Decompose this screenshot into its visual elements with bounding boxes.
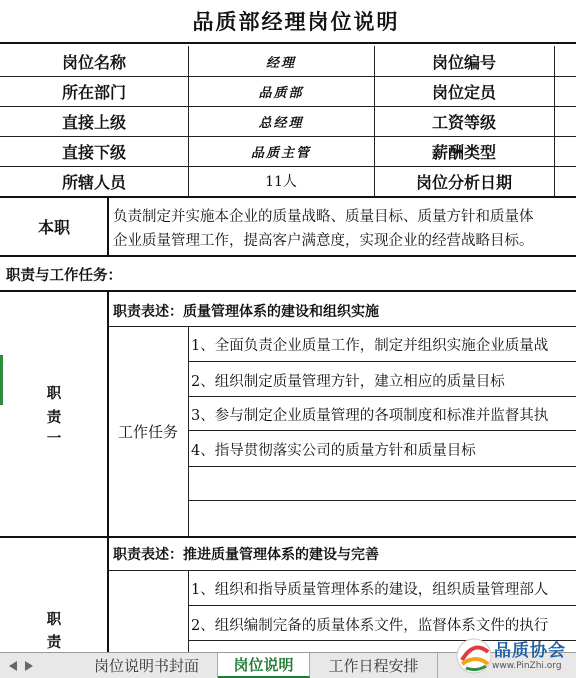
info-label[interactable]: 直接下级 [61, 142, 126, 162]
section-title: 职责与工作任务： [6, 266, 122, 284]
info-label[interactable]: 薪酬类型 [431, 142, 496, 162]
resp-label-char: 责 [46, 633, 62, 651]
scroll-left-icon[interactable] [6, 659, 20, 673]
resp-statement[interactable]: 职责表述：推进质量管理体系的建设与完善 [113, 547, 379, 563]
tab-job-description[interactable]: 岗位说明 [218, 653, 310, 678]
info-label[interactable]: 所在部门 [61, 82, 126, 102]
task-item[interactable]: 1、全面负责企业质量工作，制定并组织实施企业质量战 [191, 337, 549, 354]
tab-cover[interactable]: 岗位说明书封面 [76, 653, 218, 678]
resp-label-char: 职 [46, 610, 62, 628]
info-value[interactable]: 经理 [265, 55, 296, 71]
resp-label-char: 一 [46, 429, 62, 447]
resp-label-char: 责 [46, 408, 62, 426]
task-item[interactable]: 1、组织和指导质量管理体系的建设，组织质量管理部人 [191, 581, 549, 598]
resp-label-char: 职 [46, 384, 62, 402]
duty-text-line[interactable]: 企业质量管理工作，提高客户满意度，实现企业的经营战略目标。 [113, 232, 534, 249]
info-value[interactable]: 11人 [265, 174, 297, 190]
info-value[interactable]: 品质主管 [250, 145, 311, 161]
task-item[interactable]: 2、组织制定质量管理方针，建立相应的质量目标 [191, 373, 505, 390]
watermark-url: www.PinZhi.org [492, 661, 562, 671]
info-value[interactable]: 品质部 [258, 85, 304, 101]
info-label[interactable]: 岗位分析日期 [415, 172, 512, 192]
page-title: 品质部经理岗位说明 [0, 0, 576, 44]
duty-label[interactable]: 本职 [37, 217, 70, 237]
resp-statement[interactable]: 职责表述：质量管理体系的建设和组织实施 [113, 304, 379, 320]
tab-work-schedule[interactable]: 工作日程安排 [310, 653, 438, 678]
task-item[interactable]: 4、指导贯彻落实公司的质量方针和质量目标 [191, 442, 476, 459]
watermark-name: 品质协会 [494, 641, 566, 661]
task-item[interactable]: 3、参与制定企业质量管理的各项制度和标准并监督其执 [191, 407, 549, 424]
info-label[interactable]: 岗位编号 [431, 52, 496, 72]
task-item[interactable]: 2、组织编制完备的质量体系文件，监督体系文件的执行 [191, 617, 549, 634]
scroll-right-icon[interactable] [22, 659, 36, 673]
row-selection-marker [0, 355, 3, 405]
info-value[interactable]: 总经理 [258, 115, 304, 131]
info-label[interactable]: 所辖人员 [61, 172, 126, 192]
tasks-label[interactable]: 工作任务 [117, 422, 178, 441]
info-label[interactable]: 直接上级 [61, 112, 126, 132]
duty-text-line[interactable]: 负责制定并实施本企业的质量战略、质量目标、质量方针和质量体 [113, 208, 534, 225]
info-label[interactable]: 工资等级 [431, 112, 496, 132]
info-label[interactable]: 岗位定员 [431, 82, 496, 102]
info-label[interactable]: 岗位名称 [61, 52, 126, 72]
